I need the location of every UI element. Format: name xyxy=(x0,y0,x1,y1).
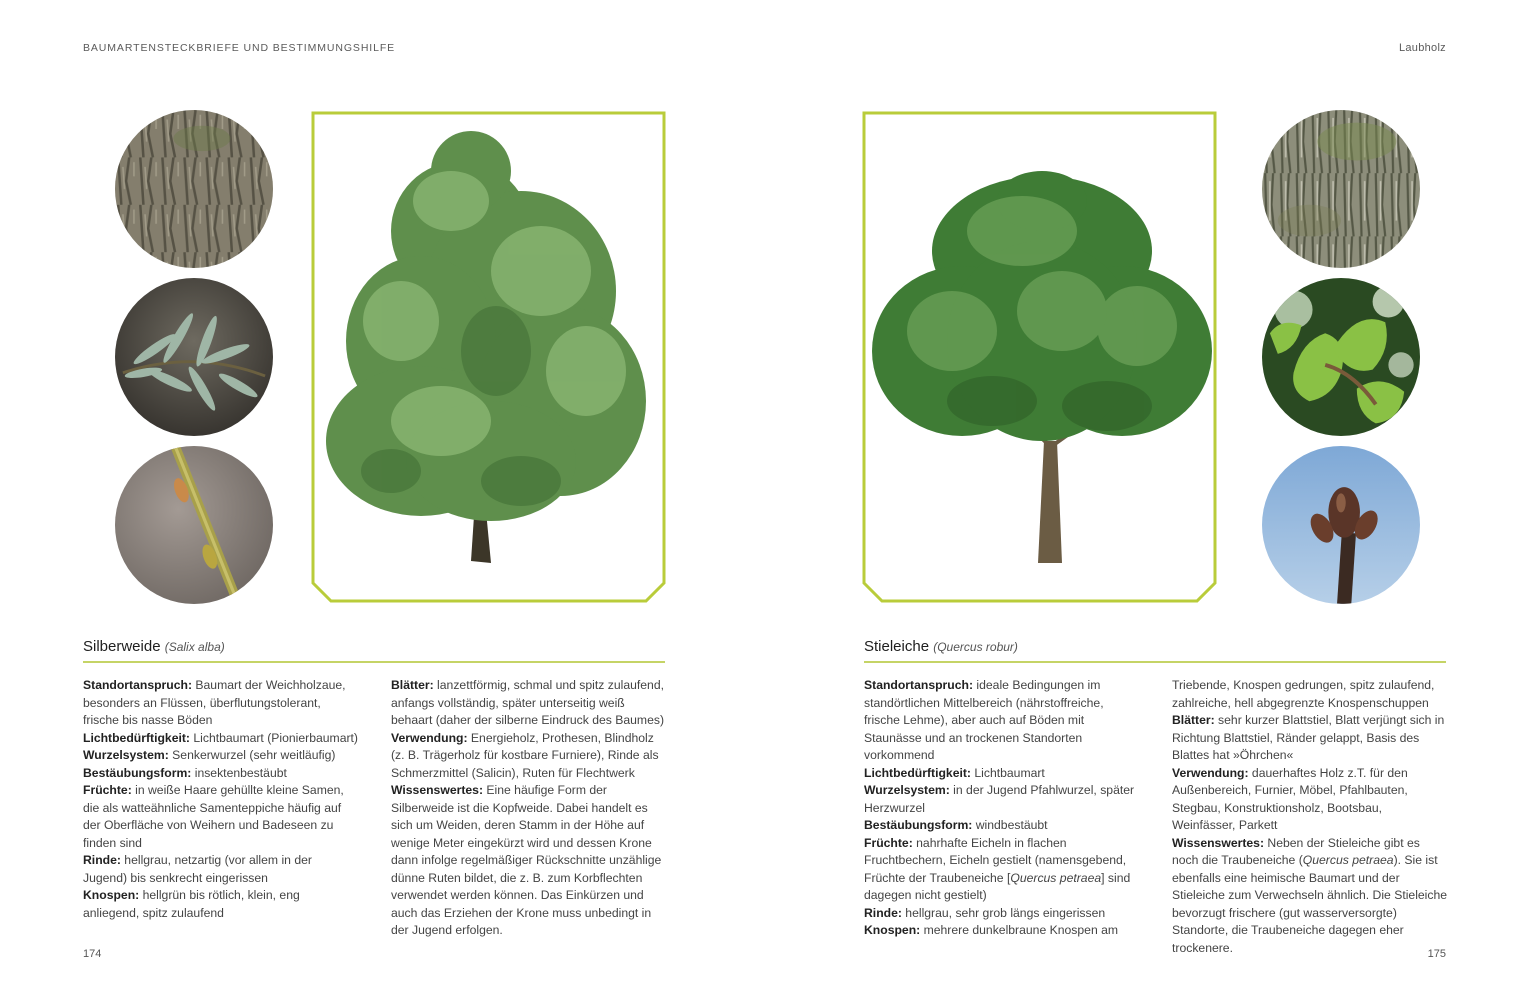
page-number-left: 174 xyxy=(83,948,102,960)
field-paragraph: Wurzelsystem: in der Jugend Pfahlwurzel, später Herzwurzel xyxy=(864,783,1135,815)
common-oak-tree-photo xyxy=(862,111,1217,603)
field-paragraph: Früchte: nahrhafte Eicheln in flachen Fruchtbechern, Eicheln gestielt (namensgebend, Früchte der Traubeneiche [Quercus petraea] sind dagegen nicht gestielt) xyxy=(864,835,1131,902)
title-rule-right xyxy=(864,661,1446,663)
willow-twig-buds-photo xyxy=(115,446,273,604)
field-label: Früchte: xyxy=(864,835,913,850)
running-head-right: Laubholz xyxy=(1398,42,1446,54)
field-paragraph: Wissenswertes: Neben der Stieleiche gibt es noch die Traubeneiche (Quercus petraea). Sie ist ebenfalls eine heimische Baumart und der Stieleiche zum Verwechseln ähnlich. Die Stieleiche bevorzugt frischere (gut wasserversorgte) Standorte, die Traubeneiche dagegen eher trockenere. xyxy=(1172,835,1448,955)
text-column-left-1 xyxy=(83,677,359,922)
field-label: Wurzelsystem: xyxy=(864,783,950,797)
field-paragraph xyxy=(83,677,359,730)
field-text: Senkerwurzel (sehr weitläufig) xyxy=(168,748,336,762)
field-text: hellgrün bis rötlich, klein, eng anliegend, spitz zulaufend xyxy=(83,888,300,920)
willow-bark-photo xyxy=(115,110,273,268)
field-paragraph: Lichtbedürftigkeit: Lichtbaumart xyxy=(864,765,1045,780)
field-label: Blätter: xyxy=(391,678,434,692)
field-paragraph: Rinde: hellgrau, sehr grob längs eingerissen xyxy=(864,905,1106,920)
text-column-left-2 xyxy=(391,677,667,940)
field-paragraph xyxy=(391,730,667,783)
field-paragraph: Knospen: mehrere dunkelbraune Knospen am xyxy=(864,923,1119,937)
species-name: Silberweide xyxy=(83,638,161,655)
oak-leaves-photo xyxy=(1262,278,1420,436)
field-paragraph: Bestäubungsform: windbestäubt xyxy=(864,818,1048,832)
species-latin-name: (Salix alba) xyxy=(164,640,225,654)
field-text: Lichtbaumart (Pionierbaumart) xyxy=(189,730,358,745)
field-paragraph: Verwendung: dauerhaftes Holz z.T. für den Außenbereich, Furnier, Möbel, Pfahlbauten, Stegbau, Konstruktionsholz, Bootsbau, Weinfässer, Parkett xyxy=(1172,765,1408,832)
field-text: insektenbestäubt xyxy=(191,765,287,780)
field-text: hellgrau, netzartig (vor allem in der Jugend) bis senkrecht eingerissen xyxy=(83,853,312,885)
field-label: Knospen: xyxy=(864,923,921,937)
field-paragraph xyxy=(83,852,359,887)
field-text: in weiße Haare gehüllte kleine Samen, die als watteähnliche Samenteppiche häufig auf der Oberfläche von Weihern und Badeseen zu finden sind xyxy=(83,783,344,850)
field-text: Baumart der Weichholzaue, besonders an Flüssen, überflutungstolerant, frische bis nasse Böden xyxy=(83,678,346,727)
text-column-right-2 xyxy=(1172,677,1448,957)
field-label: Rinde: xyxy=(83,853,121,867)
text-column-right-1 xyxy=(864,677,1140,940)
oak-bud-photo xyxy=(1262,446,1420,604)
field-label: Lichtbedürftigkeit: xyxy=(83,730,190,745)
field-paragraph: Standortanspruch: ideale Bedingungen im standörtlichen Mittelbereich (nährstoffreiche, frische Lehme), aber auch auf Böden mit Staunässe und an trockenen Standorten vorkommend xyxy=(864,678,1104,762)
field-label: Wissenswertes: xyxy=(391,783,484,797)
latin-name: Quercus petraea xyxy=(1010,870,1102,885)
species-name: Stieleiche xyxy=(864,638,930,655)
field-label: Lichtbedürftigkeit: xyxy=(864,765,971,780)
field-paragraph xyxy=(391,782,667,940)
field-paragraph xyxy=(391,677,667,730)
field-paragraph xyxy=(83,747,359,765)
field-label: Standortanspruch: xyxy=(83,678,193,692)
field-label: Standortanspruch: xyxy=(864,678,974,692)
field-label: Wissenswertes: xyxy=(1172,835,1265,850)
species-latin-name: (Quercus robur) xyxy=(933,640,1018,654)
field-text: lanzettförmig, schmal und spitz zulaufend, anfangs vollständig, später unterseitig weiß behaart (daher der silberne Eindruck des Baumes) xyxy=(391,678,665,727)
page-number-right: 175 xyxy=(1427,948,1446,960)
field-paragraph: Triebende, Knospen gedrungen, spitz zulaufend, zahlreiche, hell abgegrenzte Knospenschuppen xyxy=(1172,678,1435,710)
field-label: Verwendung: xyxy=(1172,765,1249,780)
field-label: Früchte: xyxy=(83,783,132,797)
field-paragraph xyxy=(83,887,359,922)
field-paragraph: Blätter: sehr kurzer Blattstiel, Blatt verjüngt sich in Richtung Blattstiel, Ränder gelappt, Basis des Blattes hat »Öhrchen« xyxy=(1172,713,1445,762)
species-title-right xyxy=(864,638,1018,655)
white-willow-tree-photo xyxy=(311,111,666,603)
field-label: Bestäubungsform: xyxy=(83,765,192,780)
running-head-left: BAUMARTENSTECKBRIEFE UND BESTIMMUNGSHILFE xyxy=(83,42,396,54)
field-label: Blätter: xyxy=(1172,713,1215,727)
field-paragraph xyxy=(83,782,359,852)
field-label: Wurzelsystem: xyxy=(83,748,169,762)
field-paragraph xyxy=(83,730,359,748)
latin-name: Quercus petraea xyxy=(1302,853,1394,867)
field-text: Energieholz, Prothesen, Blindholz (z. B. Trägerholz für kostbare Furniere), Rinde als Schmerzmittel (Salicin), Ruten für Flechtwerk xyxy=(391,730,659,780)
field-label: Bestäubungsform: xyxy=(864,818,973,832)
willow-leaves-photo xyxy=(115,278,273,436)
species-title-left xyxy=(83,638,225,655)
oak-bark-photo xyxy=(1262,110,1420,268)
field-label: Rinde: xyxy=(864,905,902,920)
field-paragraph xyxy=(83,765,359,783)
field-label: Knospen: xyxy=(83,888,140,902)
title-rule-left xyxy=(83,661,665,663)
field-label: Verwendung: xyxy=(391,730,468,745)
field-text: Eine häufige Form der Silberweide ist die Kopfweide. Dabei handelt es sich um Weiden, deren Stamm in der Höhe auf wenige Meter eingekürzt wird und dessen Krone dann infolge regelmäßiger Rückschnitte unzählige dünne Ruten bildet, die z. B. zum Korbflechten verwendet werden können. Das Einkürzen und auch das Erziehen der Krone muss unbedingt in der Jugend erfolgen. xyxy=(391,783,662,937)
